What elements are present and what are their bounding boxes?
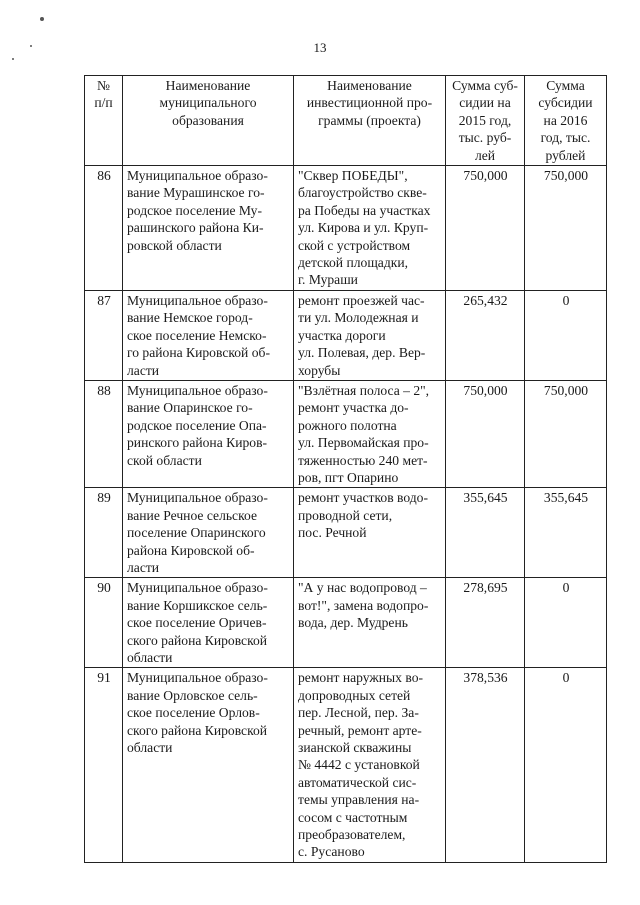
cell-line: хорубы [298, 362, 341, 378]
cell-line: вание Опаринское го- [127, 400, 253, 416]
cell-line: вание Немское город- [127, 310, 253, 326]
row-number: 87 [85, 290, 123, 380]
cell-line: Муниципальное образо- [127, 490, 268, 506]
municipality-name [123, 578, 294, 668]
program-name [294, 668, 446, 862]
sum-2016: 0 [525, 290, 607, 380]
table-row [85, 578, 607, 668]
cell-line: Муниципальное образо- [127, 168, 268, 184]
table-row [85, 290, 607, 380]
header-line: Сумма суб- [452, 78, 518, 93]
table-body [85, 166, 607, 863]
scan-speck [12, 58, 14, 60]
cell-line: № 4442 с установкой [298, 757, 420, 773]
cell-line: родское поселение Опа- [127, 417, 267, 433]
program-name [294, 578, 446, 668]
cell-line: ское поселение Оричев- [127, 615, 267, 631]
row-number: 89 [85, 488, 123, 578]
header-line: рублей [545, 147, 586, 163]
cell-line: ринского района Киров- [127, 435, 268, 451]
row-number: 86 [85, 166, 123, 291]
cell-line: рожного полотна [298, 417, 397, 433]
cell-line: области [127, 650, 173, 665]
cell-line: Муниципальное образо- [127, 670, 268, 686]
program-name [294, 290, 446, 380]
sum-2016: 750,000 [525, 380, 607, 487]
cell-line: детской площадки, [298, 255, 409, 271]
table-row [85, 488, 607, 578]
cell-line: ской области [127, 452, 202, 468]
sum-2015: 750,000 [446, 166, 525, 291]
cell-line: тяженностью 240 мет- [298, 452, 428, 468]
cell-line: Муниципальное образо- [127, 292, 268, 308]
cell-line: с. Русаново [298, 844, 365, 860]
header-line: № [97, 78, 110, 93]
table-row [85, 166, 607, 291]
cell-line: вание Речное сельское [127, 507, 257, 523]
cell-line: "А у нас водопровод – [298, 580, 427, 596]
cell-line: ремонт участка до- [298, 400, 409, 416]
table-header-row [85, 76, 607, 166]
header-line: граммы (проекта) [318, 112, 421, 128]
header-line: инвестиционной про- [306, 95, 433, 111]
header-line: муниципального [159, 95, 257, 111]
header-line: Сумма [546, 78, 585, 93]
header-program [294, 76, 446, 166]
header-sum-2015 [446, 76, 525, 166]
cell-line: участка дороги [298, 327, 386, 343]
page-number: 13 [313, 40, 327, 55]
cell-line: вание Орловское сель- [127, 687, 258, 703]
cell-line: г. Мураши [298, 272, 358, 288]
municipality-name [123, 380, 294, 487]
sum-2015: 750,000 [446, 380, 525, 487]
cell-line: сосом с частотным [298, 809, 408, 825]
sum-2015: 378,536 [446, 668, 525, 862]
cell-line: ласти [127, 559, 160, 575]
header-line: образования [172, 112, 244, 128]
header-line: Наименование [165, 78, 251, 93]
cell-line: родское поселение Му- [127, 202, 262, 218]
header-line: год, тыс. [540, 130, 591, 146]
cell-line: вание Мурашинское го- [127, 185, 265, 201]
cell-line: ра Победы на участках [298, 202, 431, 218]
cell-line: ское поселение Орлов- [127, 705, 260, 721]
sum-2016: 750,000 [525, 166, 607, 291]
header-line: 2015 год, [458, 112, 512, 128]
cell-line: "Сквер ПОБЕДЫ", [298, 168, 408, 184]
cell-line: пос. Речной [298, 525, 367, 541]
header-line: лей [474, 147, 496, 163]
municipality-name [123, 668, 294, 862]
row-number: 88 [85, 380, 123, 487]
cell-line: речный, ремонт арте- [298, 722, 422, 738]
program-name [294, 166, 446, 291]
header-sum-2016 [525, 76, 607, 166]
cell-line: пер. Лесной, пер. За- [298, 705, 419, 721]
municipality-name [123, 290, 294, 380]
cell-line: рашинского района Ки- [127, 220, 264, 236]
sum-2016: 355,645 [525, 488, 607, 578]
table-row [85, 668, 607, 862]
cell-line: Муниципальное образо- [127, 580, 268, 596]
subsidy-table [84, 75, 607, 863]
cell-line: благоустройство скве- [298, 185, 427, 201]
header-line: п/п [94, 95, 113, 111]
cell-line: ремонт проезжей час- [298, 292, 425, 308]
program-name [294, 380, 446, 487]
sum-2016: 0 [525, 668, 607, 862]
cell-line: автоматической сис- [298, 774, 417, 790]
cell-line: допроводных сетей [298, 687, 411, 703]
row-number: 91 [85, 668, 123, 862]
cell-line: ул. Полевая, дер. Вер- [298, 345, 426, 361]
cell-line: района Кировской об- [127, 542, 255, 558]
cell-line: ласти [127, 362, 160, 378]
header-line: сидии на [459, 95, 511, 111]
cell-line: проводной сети, [298, 507, 393, 523]
cell-line: ров, пгт Опарино [298, 469, 399, 485]
cell-line: го района Кировской об- [127, 345, 270, 361]
program-name [294, 488, 446, 578]
header-line: Наименование [327, 78, 412, 93]
cell-line: области [127, 740, 173, 756]
cell-line: вода, дер. Мудрень [298, 615, 408, 631]
header-municipality [123, 76, 294, 166]
header-line: субсидии [538, 95, 593, 111]
cell-line: ского района Кировской [127, 722, 268, 738]
cell-line: поселение Опаринского [127, 525, 266, 541]
sum-2016: 0 [525, 578, 607, 668]
table-row [85, 380, 607, 487]
cell-line: ремонт участков водо- [298, 490, 428, 506]
cell-line: вот!", замена водопро- [298, 597, 429, 613]
cell-line: ское поселение Немско- [127, 327, 267, 343]
municipality-name [123, 166, 294, 291]
header-line: тыс. руб- [458, 130, 512, 146]
header-line: на 2016 [543, 112, 588, 128]
sum-2015: 355,645 [446, 488, 525, 578]
cell-line: ской с устройством [298, 237, 411, 253]
cell-line: ского района Кировской [127, 632, 268, 648]
cell-line: ул. Первомайская про- [298, 435, 429, 451]
cell-line: ти ул. Молодежная и [298, 310, 419, 326]
sum-2015: 265,432 [446, 290, 525, 380]
header-number [85, 76, 123, 166]
cell-line: ремонт наружных во- [298, 670, 424, 686]
cell-line: Муниципальное образо- [127, 382, 268, 398]
cell-line: "Взлётная полоса – 2", [298, 382, 430, 398]
cell-line: преобразователем, [298, 827, 406, 843]
cell-line: ровской области [127, 237, 222, 253]
municipality-name [123, 488, 294, 578]
scan-speck [40, 17, 44, 21]
cell-line: темы управления на- [298, 792, 420, 808]
cell-line: вание Коршикское сель- [127, 597, 268, 613]
row-number: 90 [85, 578, 123, 668]
cell-line: ул. Кирова и ул. Круп- [298, 220, 429, 236]
cell-line: зианской скважины [298, 740, 412, 756]
sum-2015: 278,695 [446, 578, 525, 668]
